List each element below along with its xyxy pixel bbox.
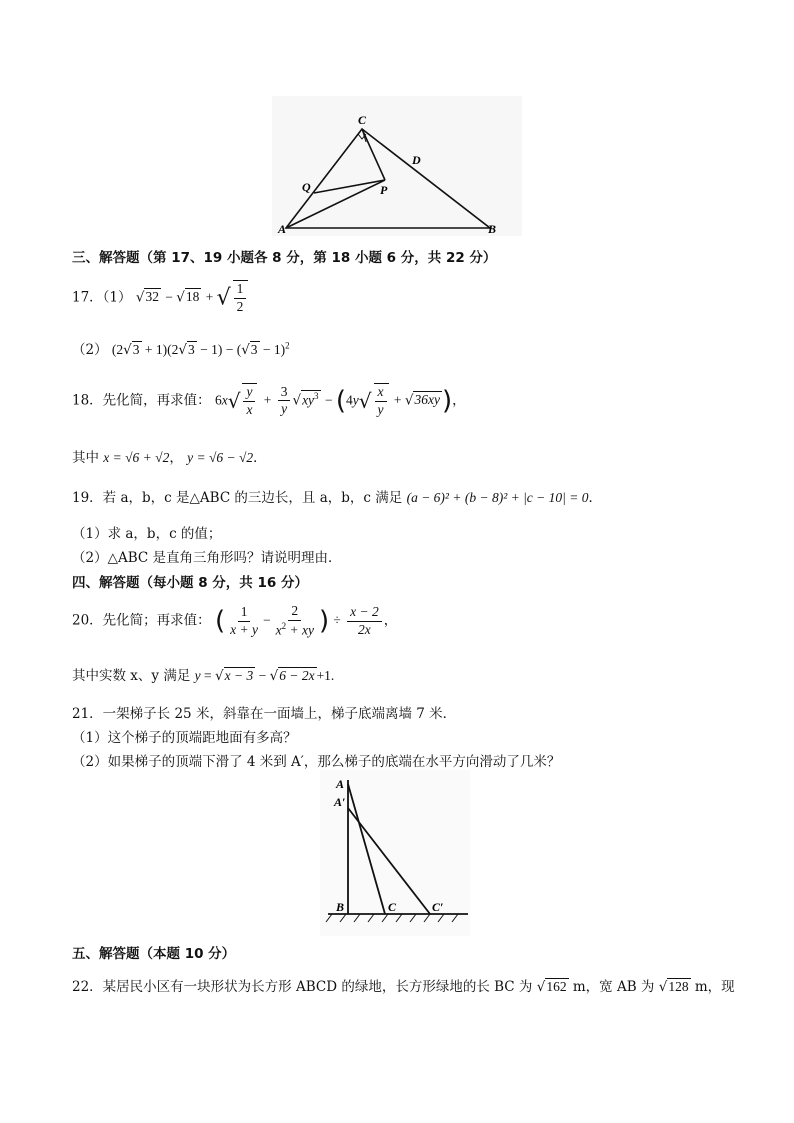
q19-sub1: （1）求 a，b，c 的值； bbox=[72, 526, 222, 542]
q19-lead: 19．若 a，b，c 是△ABC 的三边长，且 a，b，c 满足 (a − 6)² + (b − 8)² + |c − 10| = 0． bbox=[72, 490, 602, 506]
q17-sqrt32: 32 bbox=[145, 289, 159, 305]
q17-part2-label: （2） bbox=[72, 342, 108, 358]
section5-title: 五、解答题（本题 10 分） bbox=[72, 946, 236, 962]
q18-y-value: y = √6 − √2 bbox=[187, 450, 254, 465]
q18-lead: 18．先化简，再求值： bbox=[72, 392, 211, 409]
label-B: B bbox=[488, 222, 497, 236]
q17-sqrt3-b: 3 bbox=[187, 342, 195, 357]
q18-xy3: $xy^3$ bbox=[302, 390, 319, 408]
label-D: D bbox=[412, 153, 421, 167]
q21-sub1: （1）这个梯子的顶端距地面有多高？ bbox=[72, 730, 297, 746]
triangle-figure bbox=[272, 96, 522, 236]
section3-title: 三、解答题（第 17、19 小题各 8 分，第 18 小题 6 分，共 22 分） bbox=[72, 250, 497, 266]
q22-sqrt162: 162 bbox=[546, 979, 567, 994]
q20-lead: 20．先化简；再求值： bbox=[72, 612, 211, 629]
q17-sqrt18: 18 bbox=[185, 289, 200, 305]
q20-condition: 其中实数 x、y 满足 y = √x − 3 − √6 − 2x +1. bbox=[72, 668, 335, 684]
q19-equation: (a − 6)² + (b − 8)² + |c − 10| = 0 bbox=[406, 490, 589, 505]
q21-sub2: （2）如果梯子的顶端下滑了 4 米到 A′，那么梯子的底端在水平方向滑动了几米？ bbox=[72, 754, 561, 770]
label-A: A bbox=[336, 777, 345, 791]
q18-36xy: 36xy bbox=[414, 392, 440, 408]
label-A-prime: A′ bbox=[334, 795, 346, 809]
q17-number: 17．（1） bbox=[72, 289, 132, 306]
q18-x-value: x = √6 + √2 bbox=[103, 450, 170, 465]
q22-sqrt128: 128 bbox=[668, 979, 689, 994]
label-B: B bbox=[336, 900, 345, 914]
q21-lead: 21．一架梯子长 25 米，斜靠在一面墙上，梯子底端离墙 7 米． bbox=[72, 706, 457, 722]
q18-given: 其中 x = √6 + √2， y = √6 − √2． bbox=[72, 450, 267, 466]
q17-sqrt3-c: 3 bbox=[250, 342, 258, 357]
q20-expression: 20．先化简；再求值： ( $\frac{1}{x + y}$ − $\frac{2}{x^2 + xy}$ ) ÷ $\frac{x - 2}{2x}$ ， bbox=[72, 603, 398, 638]
label-C-prime: C′ bbox=[432, 900, 444, 914]
q17-frac-half: $\frac{1}{2}$ bbox=[233, 280, 249, 316]
label-A: A bbox=[278, 222, 287, 236]
q17-sqrt3-a: 3 bbox=[132, 342, 140, 357]
q17-part2: （2） $(2√3 + 1)(2√3 - 1) - (√3 - 1)^2$ bbox=[72, 340, 290, 358]
q17-part1: 17．（1） √32 − √18 + √ $\frac{1}{2}$ bbox=[72, 280, 250, 316]
label-C: C bbox=[388, 900, 397, 914]
section4-title: 四、解答题（每小题 8 分，共 16 分） bbox=[72, 575, 308, 591]
q22-text: 22．某居民小区有一块形状为长方形 ABCD 的绿地，长方形绿地的长 BC 为 √162 m，宽 AB 为 √128 m，现 bbox=[72, 979, 735, 995]
label-Q: Q bbox=[302, 180, 311, 194]
ladder-figure bbox=[320, 770, 470, 936]
label-P: P bbox=[380, 183, 388, 197]
label-C: C bbox=[358, 113, 367, 127]
q19-sub2: （2）△ABC 是直角三角形吗？请说明理由． bbox=[72, 550, 342, 566]
q18-expression: 18．先化简，再求值： 6x√ $\frac{y}{x}$ + $\frac{3}{y}$ $√xy^3 - (4y√$ $\frac{x}{y}$ + √36xy)， bbox=[72, 383, 466, 417]
